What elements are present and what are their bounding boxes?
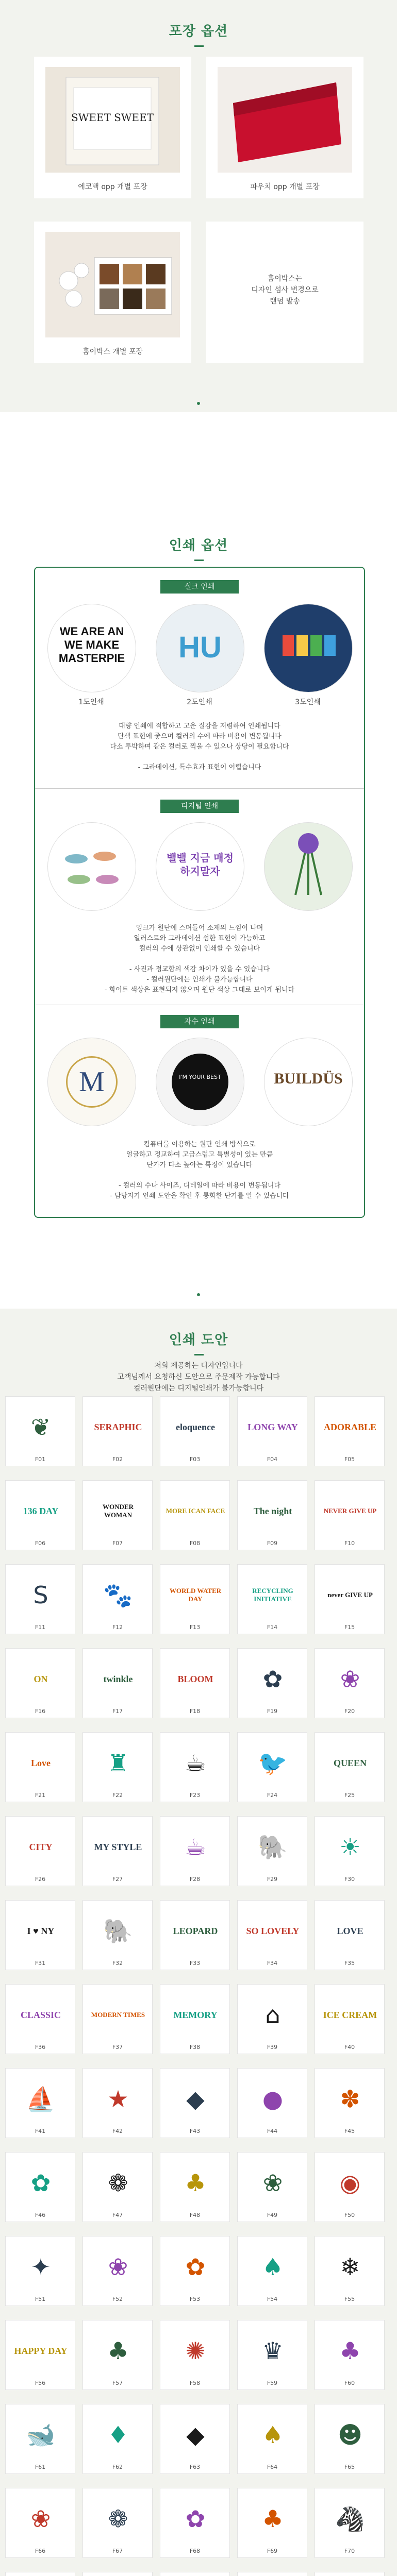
boat-icon: ⛵ <box>26 2084 56 2113</box>
design-item[interactable] <box>5 1984 75 2054</box>
design-code: F35 <box>344 1960 355 1967</box>
digital-sample-2: 밸밸 지금 매정하지말자 <box>156 822 244 911</box>
tree-icon: ♠ <box>262 2253 284 2281</box>
design-item[interactable] <box>5 2572 75 2576</box>
design-code: F19 <box>267 1708 278 1715</box>
design-code: F55 <box>344 2296 355 2302</box>
design-item[interactable] <box>82 2488 153 2558</box>
box-photo <box>45 232 180 337</box>
embroidery-sample-2: I'M YOUR BEST <box>156 1038 244 1126</box>
design-code: F68 <box>189 2548 201 2554</box>
design-item[interactable] <box>82 1480 153 1550</box>
print-options-box <box>34 567 365 1218</box>
design-item[interactable] <box>160 1396 230 1466</box>
packaging-section <box>0 0 397 412</box>
silk-sample-1: WE ARE AN WE MAKE MASTERPIE <box>47 604 136 692</box>
design-item[interactable] <box>5 1396 75 1466</box>
silk-sample-3 <box>264 604 353 692</box>
text-art: SERAPHIC <box>94 1421 142 1432</box>
design-item[interactable] <box>82 1900 153 1970</box>
rose-icon: ❀ <box>340 1665 360 1693</box>
design-item[interactable] <box>82 2320 153 2390</box>
pattern-icon: ✦ <box>30 2253 51 2281</box>
design-code: F30 <box>344 1876 355 1883</box>
design-item[interactable] <box>5 1648 75 1718</box>
embroidery-description: 컴퓨터를 이용하는 원단 인쇄 방식으로 얼굴하고 정교하여 고급스럽고 특별성이 있는 만큼 단가가 다소 높아는 특징이 있습니다 - 컬러의 수나 사이즈, 디테일에 따라 비용이 변동됩니다 - 담당자가 인쇄 도안을 확인 후 통화한 단가를 알 수 있습니다 <box>110 1141 289 1200</box>
design-item[interactable] <box>237 2152 307 2222</box>
packaging-card-pouch <box>206 57 363 198</box>
text-art: LONG WAY <box>247 1421 298 1432</box>
plant-icon: ♠ <box>262 2421 284 2449</box>
design-code: F29 <box>267 1876 278 1883</box>
design-item[interactable] <box>237 1984 307 2054</box>
design-code: F36 <box>35 2044 46 2050</box>
design-code: F08 <box>189 1540 201 1547</box>
packaging-note: 홈이박스는 디자인 섬사 변경으로 랜덤 발송 <box>251 275 319 306</box>
title-underline <box>194 45 204 47</box>
ecobag-photo <box>45 67 180 173</box>
design-item[interactable] <box>237 1480 307 1550</box>
text-art: MY STYLE <box>94 1841 142 1852</box>
text-art: CLASSIC <box>20 2009 61 2020</box>
design-code: F31 <box>35 1960 46 1967</box>
design-item[interactable] <box>5 2152 75 2222</box>
design-code: F22 <box>112 1792 123 1799</box>
packaging-caption: 홈이박스 개별 포장 <box>82 348 143 356</box>
text-art: twinkle <box>103 1673 133 1684</box>
star-icon: ★ <box>107 2085 129 2113</box>
pattern-icon: ✺ <box>185 2337 206 2365</box>
leaf-icon: ♣ <box>185 2169 206 2197</box>
design-code: F50 <box>344 2212 355 2218</box>
design-code: F56 <box>35 2380 46 2386</box>
design-item[interactable] <box>315 2152 385 2222</box>
ecobag-illustration <box>45 67 180 173</box>
text-art: LEOPARD <box>173 1925 218 1936</box>
design-code: F49 <box>267 2212 278 2218</box>
digital-sample-1 <box>47 822 136 911</box>
packaging-card-note <box>206 222 363 363</box>
packaging-card-box <box>34 222 191 363</box>
design-code: F69 <box>267 2548 278 2554</box>
design-item[interactable] <box>315 2488 385 2558</box>
text-art: WONDER WOMAN <box>103 1503 134 1519</box>
design-item[interactable] <box>160 2572 230 2576</box>
design-code: F21 <box>35 1792 46 1799</box>
packaging-title: 포장 옵션 <box>169 24 228 39</box>
design-item[interactable] <box>5 2068 75 2138</box>
ornament-icon: ❦ <box>30 1413 51 1441</box>
mug-icon: ☕ <box>185 1833 206 1861</box>
design-item[interactable] <box>160 1900 230 1970</box>
design-code: F07 <box>112 1540 123 1547</box>
zebra-icon: 🦓 <box>335 2504 365 2533</box>
design-code: F01 <box>35 1456 46 1463</box>
afro-icon: ● <box>262 2085 284 2113</box>
design-code: F13 <box>189 1624 201 1631</box>
design-code: F34 <box>267 1960 278 1967</box>
design-code: F18 <box>189 1708 201 1715</box>
design-code: F57 <box>112 2380 123 2386</box>
tree-icon: ♣ <box>339 2337 361 2365</box>
design-item[interactable] <box>237 1396 307 1466</box>
design-code: F27 <box>112 1876 123 1883</box>
design-code: F53 <box>189 2296 201 2302</box>
design-code: F47 <box>112 2212 123 2218</box>
elephant-icon: 🐘 <box>103 1917 133 1945</box>
design-code: F62 <box>112 2464 123 2470</box>
text-art: WORLD WATER DAY <box>169 1587 222 1603</box>
design-description: 저희 제공하는 디자인입니다 고객님께서 요청하신 도안으로 주문제작 가능합니다 컬러원단에는 디지털인쇄가 불가능합니다 <box>117 1362 280 1393</box>
design-item[interactable] <box>5 2320 75 2390</box>
design-item[interactable] <box>5 1900 75 1970</box>
design-item[interactable] <box>237 2068 307 2138</box>
pouch-illustration <box>218 67 352 173</box>
design-code: F28 <box>189 1876 201 1883</box>
design-code: F58 <box>189 2380 201 2386</box>
design-code: F32 <box>112 1960 123 1967</box>
silk-description: 대량 인쇄에 적합하고 고운 질감을 저렴하여 인쇄됩니다 단색 표현에 좋으며 컬러의 수에 따라 비용이 변동됩니다 다소 투박하며 같은 컬러로 찍을 수 있으나 상당이 필요합니다 - 그라데이션, 특수효과 표현이 어렵습니다 <box>110 722 289 771</box>
design-code: F04 <box>267 1456 278 1463</box>
design-code: F26 <box>35 1876 46 1883</box>
design-item[interactable] <box>82 2152 153 2222</box>
sun-icon: ☀ <box>339 1833 361 1861</box>
text-art: I ♥ NY <box>27 1925 55 1936</box>
silk-sample-2: HU <box>156 604 244 692</box>
text-art: SO LOVELY <box>246 1925 300 1936</box>
design-item[interactable] <box>315 1564 385 1634</box>
print-section <box>0 412 397 1309</box>
design-code: F02 <box>112 1456 123 1463</box>
design-item[interactable] <box>237 2404 307 2474</box>
design-item[interactable] <box>315 1732 385 1802</box>
text-art: NEVER GIVE UP <box>323 1507 377 1515</box>
shape-icon: ◆ <box>186 2085 205 2113</box>
design-item[interactable] <box>237 1648 307 1718</box>
text-art: CITY <box>29 1841 53 1852</box>
text-art: BLOOM <box>177 1673 213 1684</box>
packaging-card-ecobag <box>34 57 191 198</box>
wreath-icon: ❁ <box>108 2169 128 2197</box>
design-code: F06 <box>35 1540 46 1547</box>
design-code: F38 <box>189 2044 201 2050</box>
text-art: The night <box>253 1505 292 1516</box>
design-code: F54 <box>267 2296 278 2302</box>
design-code: F25 <box>344 1792 355 1799</box>
design-code: F70 <box>344 2548 355 2554</box>
design-item[interactable] <box>237 2236 307 2306</box>
shape-icon: ◆ <box>186 2421 205 2449</box>
design-code: F52 <box>112 2296 123 2302</box>
design-item[interactable] <box>82 1816 153 1886</box>
design-item[interactable] <box>160 1480 230 1550</box>
design-item[interactable] <box>5 1816 75 1886</box>
design-item[interactable] <box>5 1564 75 1634</box>
design-code: F12 <box>112 1624 123 1631</box>
design-code: F03 <box>189 1456 201 1463</box>
design-item[interactable] <box>315 1396 385 1466</box>
design-item[interactable] <box>160 2488 230 2558</box>
color-blocks-art <box>264 604 352 692</box>
face-icon: ☻ <box>338 2421 362 2449</box>
text-art: LOVE <box>337 1925 363 1936</box>
text-art: ICE CREAM <box>323 2009 377 2020</box>
birdcage-icon: ⌂ <box>265 2001 280 2029</box>
digital-description: 잉크가 원단에 스며들어 소재의 느낌이 나며 일러스트와 그라데이션 섬한 표현이 가능하고 컬러의 수에 상관없이 인쇄할 수 있습니다 - 사진과 정교함의 색감 차이가 있을 수 있습니다 - 컬러원단에는 인쇄가 불가능합니다 - 화이트 색상은 표현되지 않으며 원단 색상 그대로 보이게 됩니다 <box>104 924 295 994</box>
design-item[interactable] <box>82 2068 153 2138</box>
giraffe-icon: ♦ <box>107 2421 129 2449</box>
embroidery-sample-3: BUILDÜS <box>264 1038 353 1126</box>
digital-sample-3 <box>264 822 353 911</box>
design-code: F46 <box>35 2212 46 2218</box>
design-item[interactable] <box>237 2572 307 2576</box>
design-code: F23 <box>189 1792 201 1799</box>
design-item[interactable] <box>237 1732 307 1802</box>
design-item[interactable] <box>315 1648 385 1718</box>
silk-print-tag: 실크 인쇄 <box>160 580 239 594</box>
design-code: F59 <box>267 2380 278 2386</box>
design-item[interactable] <box>315 2572 385 2576</box>
design-item[interactable] <box>5 1480 75 1550</box>
design-item[interactable] <box>315 1816 385 1886</box>
text-art: MEMORY <box>173 2009 218 2020</box>
design-code: F39 <box>267 2044 278 2050</box>
design-item[interactable] <box>82 1396 153 1466</box>
design-item[interactable] <box>160 2236 230 2306</box>
print-title: 인쇄 옵션 <box>169 538 228 553</box>
palm-icon: ♣ <box>262 2505 284 2533</box>
title-underline <box>194 560 204 561</box>
design-title: 인쇄 도안 <box>169 1332 228 1348</box>
design-item[interactable] <box>237 2488 307 2558</box>
whale-icon: 🐋 <box>26 2420 56 2449</box>
design-code: F51 <box>35 2296 46 2302</box>
design-item[interactable] <box>160 1816 230 1886</box>
design-code: F15 <box>344 1624 355 1631</box>
text-art: MORE ICAN FACE <box>166 1507 225 1515</box>
design-section <box>0 1309 397 2576</box>
bird-icon: 🐦 <box>258 1749 288 1777</box>
flower-icon: ❀ <box>30 2505 51 2533</box>
design-code: F44 <box>267 2128 278 2134</box>
design-item[interactable] <box>82 2236 153 2306</box>
design-code: F61 <box>35 2464 46 2470</box>
design-code: F41 <box>35 2128 46 2134</box>
design-item[interactable] <box>237 1816 307 1886</box>
design-code: F45 <box>344 2128 355 2134</box>
design-item[interactable] <box>160 2404 230 2474</box>
paw-icon: 🐾 <box>103 1581 133 1609</box>
design-item[interactable] <box>315 1480 385 1550</box>
text-art: HAPPY DAY <box>14 2345 68 2356</box>
tree-icon: ♣ <box>107 2337 129 2365</box>
design-item[interactable] <box>237 1900 307 1970</box>
flower-icon: ✿ <box>262 1665 283 1693</box>
design-item[interactable] <box>5 2404 75 2474</box>
feathers-art <box>48 823 136 910</box>
design-code: F64 <box>267 2464 278 2470</box>
design-item[interactable] <box>160 1984 230 2054</box>
design-code: F63 <box>189 2464 201 2470</box>
design-item[interactable] <box>315 2236 385 2306</box>
design-code: F16 <box>35 1708 46 1715</box>
design-item[interactable] <box>315 1900 385 1970</box>
design-item[interactable] <box>237 2320 307 2390</box>
design-item[interactable] <box>160 1648 230 1718</box>
design-item[interactable] <box>5 2488 75 2558</box>
design-code: F10 <box>344 1540 355 1547</box>
plant-art <box>264 823 352 910</box>
design-code: F09 <box>267 1540 278 1547</box>
text-art: never GIVE UP <box>327 1591 373 1599</box>
cup-icon: ☕ <box>185 1749 206 1777</box>
design-code: F65 <box>344 2464 355 2470</box>
title-underline <box>194 1354 204 1355</box>
design-item[interactable] <box>315 2404 385 2474</box>
design-item[interactable] <box>160 1564 230 1634</box>
design-code: F14 <box>267 1624 278 1631</box>
flower-icon: ❀ <box>108 2253 128 2281</box>
design-code: F60 <box>344 2380 355 2386</box>
pouch-photo <box>218 67 352 173</box>
design-item[interactable] <box>5 2236 75 2306</box>
ecobag-text: SWEET SWEET <box>71 111 154 124</box>
design-code: F33 <box>189 1960 201 1967</box>
silk-caption-3: 3도인쇄 <box>295 698 321 706</box>
snow-icon: ❄ <box>340 2253 360 2281</box>
box-illustration <box>45 232 180 337</box>
silk-caption-1: 1도인쇄 <box>78 698 104 706</box>
design-item[interactable] <box>315 1984 385 2054</box>
packaging-caption: 파우치 opp 개별 포장 <box>250 183 320 191</box>
section-dot <box>197 1293 200 1296</box>
text-art: eloquence <box>176 1421 215 1432</box>
flower-icon: ✿ <box>185 2253 206 2281</box>
silk-caption-2: 2도인쇄 <box>187 698 212 706</box>
tower-icon: ♜ <box>107 1749 129 1777</box>
design-item[interactable] <box>82 1564 153 1634</box>
design-item[interactable] <box>160 2068 230 2138</box>
eyes-icon: ◉ <box>339 2169 361 2197</box>
design-code: F40 <box>344 2044 355 2050</box>
design-code: F05 <box>344 1456 355 1463</box>
design-item[interactable] <box>82 1732 153 1802</box>
design-item[interactable] <box>82 1648 153 1718</box>
wreath-icon: ✿ <box>30 2169 51 2197</box>
section-dot <box>197 402 200 405</box>
packaging-caption: 에코백 opp 개별 포장 <box>78 183 147 191</box>
pattern-icon: ✿ <box>185 2505 206 2533</box>
design-item[interactable] <box>82 2404 153 2474</box>
divider <box>35 788 364 789</box>
elephant-icon: 🐘 <box>258 1833 288 1861</box>
pattern-icon: ✽ <box>340 2085 360 2113</box>
design-code: F66 <box>35 2548 46 2554</box>
text-art: ON <box>34 1673 48 1684</box>
text-art: Love <box>31 1757 51 1768</box>
text-art: QUEEN <box>333 1757 367 1768</box>
text-art: 136 DAY <box>23 1505 59 1516</box>
design-item[interactable] <box>5 1732 75 1802</box>
design-item[interactable] <box>237 1564 307 1634</box>
design-code: F48 <box>189 2212 201 2218</box>
text-art: MODERN TIMES <box>91 2011 145 2019</box>
design-item[interactable] <box>160 1732 230 1802</box>
design-item[interactable] <box>160 2320 230 2390</box>
flower-icon: ❀ <box>262 2169 283 2197</box>
text-art: ADORABLE <box>323 1421 376 1432</box>
design-item[interactable] <box>82 1984 153 2054</box>
embroidery-print-tag: 자수 인쇄 <box>160 1015 239 1028</box>
design-code: F42 <box>112 2128 123 2134</box>
design-item[interactable] <box>315 2320 385 2390</box>
design-item[interactable] <box>315 2068 385 2138</box>
design-code: F11 <box>35 1624 46 1631</box>
design-item[interactable] <box>82 2572 153 2576</box>
design-code: F43 <box>189 2128 201 2134</box>
design-code: F17 <box>112 1708 123 1715</box>
crown-icon: ♛ <box>262 2337 284 2365</box>
design-code: F20 <box>344 1708 355 1715</box>
digital-print-tag: 디지털 인쇄 <box>160 800 239 813</box>
design-code: F24 <box>267 1792 278 1799</box>
design-item[interactable] <box>160 2152 230 2222</box>
text-art: RECYCLING INITIATIVE <box>252 1587 293 1603</box>
feather-icon: ❁ <box>108 2505 128 2533</box>
embroidery-sample-1: M <box>47 1038 136 1126</box>
superman-icon: S <box>33 1581 48 1609</box>
design-code: F67 <box>112 2548 123 2554</box>
design-code: F37 <box>112 2044 123 2050</box>
